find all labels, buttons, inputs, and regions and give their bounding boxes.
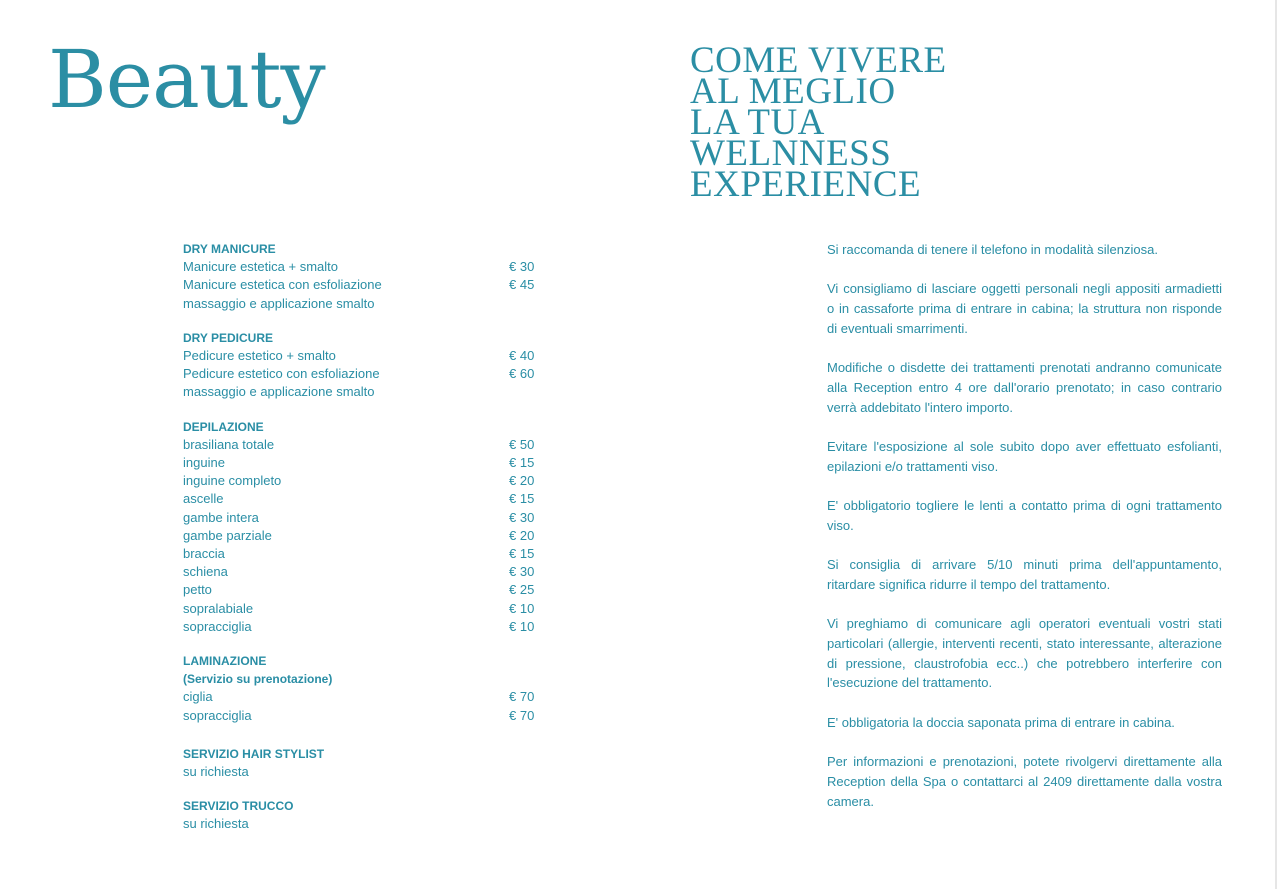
section-dry-manicure (183, 240, 543, 313)
section-title: DRY PEDICURE (183, 330, 274, 345)
heading-line: AL MEGLIO (690, 71, 896, 112)
section-title: LAMINAZIONE (183, 654, 267, 669)
section-title: DRY MANICURE (183, 242, 276, 256)
rule-paragraph: Evitare l'esposizione al sole subito dopo aver effettuato esfolianti, epilazioni e/o trattamenti viso. (827, 438, 1222, 474)
service-name: schiena (183, 564, 228, 580)
page-title: Beauty (48, 33, 325, 126)
price-row (183, 454, 543, 472)
section-title: DEPILAZIONE (183, 419, 264, 434)
price-row (183, 276, 543, 294)
service-price: € 50 (509, 436, 535, 452)
service-name: gambe intera (183, 509, 259, 525)
spa-rules (827, 240, 1222, 831)
price-row (183, 707, 543, 725)
rule-paragraph: Vi preghiamo di comunicare agli operatori eventuali vostri stati particolari (allergie, interventi recenti, stato interessante, alterazione di pressione, claustrofobia ecc..) che potrebbero interferire con l'esecuzione del trattamento. (827, 616, 1222, 691)
service-name: Manicure estetica con esfoliazione (183, 277, 382, 293)
service-note: su richiesta (183, 764, 249, 780)
price-row (183, 347, 543, 365)
service-name: sopralabiale (183, 600, 254, 616)
price-row (183, 509, 543, 527)
price-row (183, 365, 543, 383)
service-note: su richiesta (183, 816, 249, 832)
price-row (183, 581, 543, 599)
section-subtitle: (Servizio su prenotazione) (183, 672, 333, 687)
rule-paragraph: E' obbligatorio togliere le lenti a contatto prima di ogni trattamento viso. (827, 498, 1222, 533)
service-name: inguine completo (183, 473, 282, 489)
service-price: € 30 (509, 259, 535, 275)
price-row (183, 472, 543, 490)
section-dry-pedicure (183, 329, 543, 402)
service-price: € 20 (509, 473, 535, 489)
service-name: sopracciglia (183, 618, 252, 634)
price-row (183, 490, 543, 508)
service-name: brasiliana totale (183, 436, 275, 452)
rule-paragraph: Si raccomanda di tenere il telefono in modalità silenziosa. (827, 242, 1158, 257)
section-laminazione (183, 652, 543, 725)
section-depilazione (183, 418, 543, 636)
service-price: € 30 (509, 509, 535, 525)
price-row (183, 258, 543, 276)
service-price: € 15 (509, 455, 535, 471)
service-price: € 45 (509, 277, 535, 293)
heading-line: LA TUA (690, 102, 825, 143)
service-name: gambe parziale (183, 527, 272, 543)
service-price: € 20 (509, 527, 535, 543)
service-name: petto (183, 582, 212, 598)
price-row (183, 545, 543, 563)
heading-line: COME VIVERE (690, 40, 947, 81)
price-row (183, 600, 543, 618)
service-name: Pedicure estetico con esfoliazione (183, 366, 380, 382)
rule-paragraph: Per informazioni e prenotazioni, potete rivolgervi direttamente alla Reception della Spa o contattarci al 2409 direttamente dalla vostra camera. (827, 754, 1222, 809)
service-price: € 10 (509, 600, 535, 616)
service-price: € 30 (509, 564, 535, 580)
service-price: € 70 (509, 689, 535, 705)
service-price: € 25 (509, 582, 535, 598)
service-price: € 70 (509, 707, 535, 723)
section-trucco (183, 797, 543, 833)
service-price: € 60 (509, 366, 535, 382)
price-row (183, 527, 543, 545)
price-row (183, 436, 543, 454)
section-hair-stylist (183, 745, 543, 781)
service-name: Pedicure estetico + smalto (183, 348, 336, 364)
price-row (183, 563, 543, 581)
service-name: ascelle (183, 491, 224, 507)
service-name: sopracciglia (183, 707, 252, 723)
service-price: € 40 (509, 348, 535, 364)
price-row (183, 688, 543, 706)
service-name: inguine (183, 455, 225, 471)
rule-paragraph: Vi consigliamo di lasciare oggetti personali negli appositi armadietti o in cassaforte prima di entrare in cabina; la struttura non risponde di eventuali smarrimenti. (827, 281, 1222, 336)
service-name: Manicure estetica + smalto (183, 259, 338, 275)
beauty-price-list (183, 240, 543, 850)
wellness-heading (690, 40, 947, 205)
heading-line: EXPERIENCE (690, 164, 922, 205)
section-title: SERVIZIO HAIR STYLIST (183, 746, 325, 761)
service-price: € 10 (509, 618, 535, 634)
price-row (183, 618, 543, 636)
rule-paragraph: Modifiche o disdette dei trattamenti prenotati andranno comunicate alla Reception entro 4 ore dall'orario prenotato; in caso contrario verrà addebitato l'intero importo. (827, 360, 1222, 415)
service-name: ciglia (183, 689, 213, 705)
service-name-continuation: massaggio e applicazione smalto (183, 295, 375, 311)
heading-line: WELNNESS (690, 133, 892, 174)
service-name-continuation: massaggio e applicazione smalto (183, 384, 375, 400)
service-price: € 15 (509, 491, 535, 507)
rule-paragraph: E' obbligatoria la doccia saponata prima di entrare in cabina. (827, 714, 1175, 730)
service-price: € 15 (509, 546, 535, 562)
rule-paragraph: Si consiglia di arrivare 5/10 minuti prima dell'appuntamento, ritardare significa ridurre il tempo del trattamento. (827, 557, 1222, 592)
section-title: SERVIZIO TRUCCO (183, 799, 294, 814)
service-name: braccia (183, 546, 225, 562)
